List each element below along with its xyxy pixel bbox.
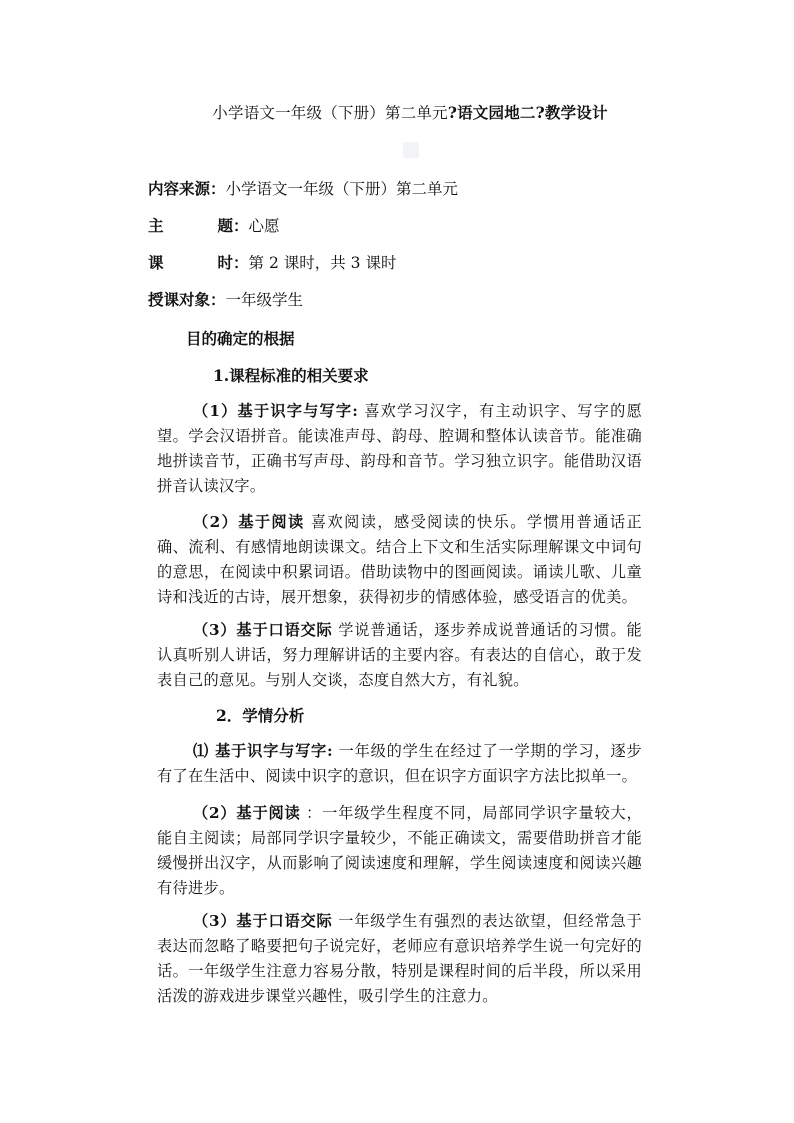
decorative-mark xyxy=(403,142,419,158)
section-heading: 目的确定的根据 xyxy=(186,329,295,348)
title-bold: ?语文园地二?教学设计 xyxy=(447,103,608,122)
sub2-p1-lead: ⑴ 基于识字与写字: xyxy=(193,742,333,760)
sub2-paragraph-1 xyxy=(157,739,642,789)
sub1-p1-lead: （1）基于识字与写字: xyxy=(193,402,359,420)
sub1-paragraph-1 xyxy=(157,399,642,499)
sub2-p2-text: ：一年级学生程度不同，局部同学识字量较大，能自主阅读；局部同学识字量较少，不能正确读文，需要借助拼音才能缓慢拼出汉字，从而影响了阅读速度和理解，学生阅读速度和阅读兴趣有待进步。 xyxy=(157,804,642,897)
topic-value: 心愿 xyxy=(248,217,280,235)
sub1-paragraph-3 xyxy=(157,618,642,693)
sub1-p2-text: 喜欢阅读，感受阅读的快乐。学惯用普通话正确、流利、有感情地朗读课文。结合上下文和生活实际理解课文中词句的意思，在阅读中积累词语。借助读物中的图画阅读。诵读儿歌、儿童诗和浅近的古诗，展开想象，获得初步的情感体验，感受语言的优美。 xyxy=(157,513,642,606)
meta-audience xyxy=(148,288,303,310)
sub2-heading: 2．学情分析 xyxy=(216,706,305,725)
topic-label-b: 题： xyxy=(217,216,249,235)
sub2-p3-lead: （3）基于口语交际 xyxy=(193,912,333,930)
sub1-p3-text: 学说普通话，逐步养成说普通话的习惯。能认真听别人讲话，努力理解讲话的主要内容。有表达的自信心，敢于发表自己的意见。与别人交谈，态度自然大方，有礼貌。 xyxy=(157,621,642,689)
sub1-paragraph-2 xyxy=(157,510,642,610)
sub2-p3-text: 一年级学生有强烈的表达欲望，但经常急于表达而忽略了略要把句子说完好，老师应有意识培养学生说一句完好的话。一年级学生注意力容易分散，特别是课程时间的后半段，所以采用活泼的游戏进步课堂兴趣性，吸引学生的注意力。 xyxy=(157,912,642,1005)
period-label-a: 课 xyxy=(148,253,164,272)
source-label: 内容来源： xyxy=(148,179,226,198)
sub2-p1-text: 一年级的学生在经过了一学期的学习，逐步有了在生活中、阅读中识字的意识，但在识字方面识字方法比拟单一。 xyxy=(157,742,642,785)
period-label-b: 时： xyxy=(217,253,249,272)
meta-source xyxy=(148,177,458,199)
audience-value: 一年级学生 xyxy=(225,291,304,309)
sub2-p2-lead: （2）基于阅读 xyxy=(193,804,301,822)
sub1-p1-text: 喜欢学习汉字，有主动识字、写字的愿望。学会汉语拼音。能读准声母、韵母、腔调和整体认读音节。能准确地拼读音节，正确书写声母、韵母和音节。学习独立识字。能借助汉语拼音认读汉字。 xyxy=(157,402,642,495)
sub2-paragraph-3 xyxy=(157,909,642,1009)
source-value: 小学语文一年级（下册）第二单元 xyxy=(225,180,459,198)
meta-topic xyxy=(148,214,280,236)
period-value: 第 2 课时，共 3 课时 xyxy=(248,254,397,272)
sub1-heading: 1.课程标准的相关要求 xyxy=(213,366,369,385)
topic-label-a: 主 xyxy=(148,216,164,235)
document-title xyxy=(150,101,670,123)
sub1-p2-lead: （2）基于阅读 xyxy=(193,513,305,531)
meta-period xyxy=(148,251,396,273)
sub1-p3-lead: （3）基于口语交际 xyxy=(193,621,333,639)
title-normal: 小学语文一年级（下册）第二单元 xyxy=(212,104,448,122)
sub2-paragraph-2 xyxy=(157,801,642,901)
audience-label: 授课对象： xyxy=(148,290,226,309)
